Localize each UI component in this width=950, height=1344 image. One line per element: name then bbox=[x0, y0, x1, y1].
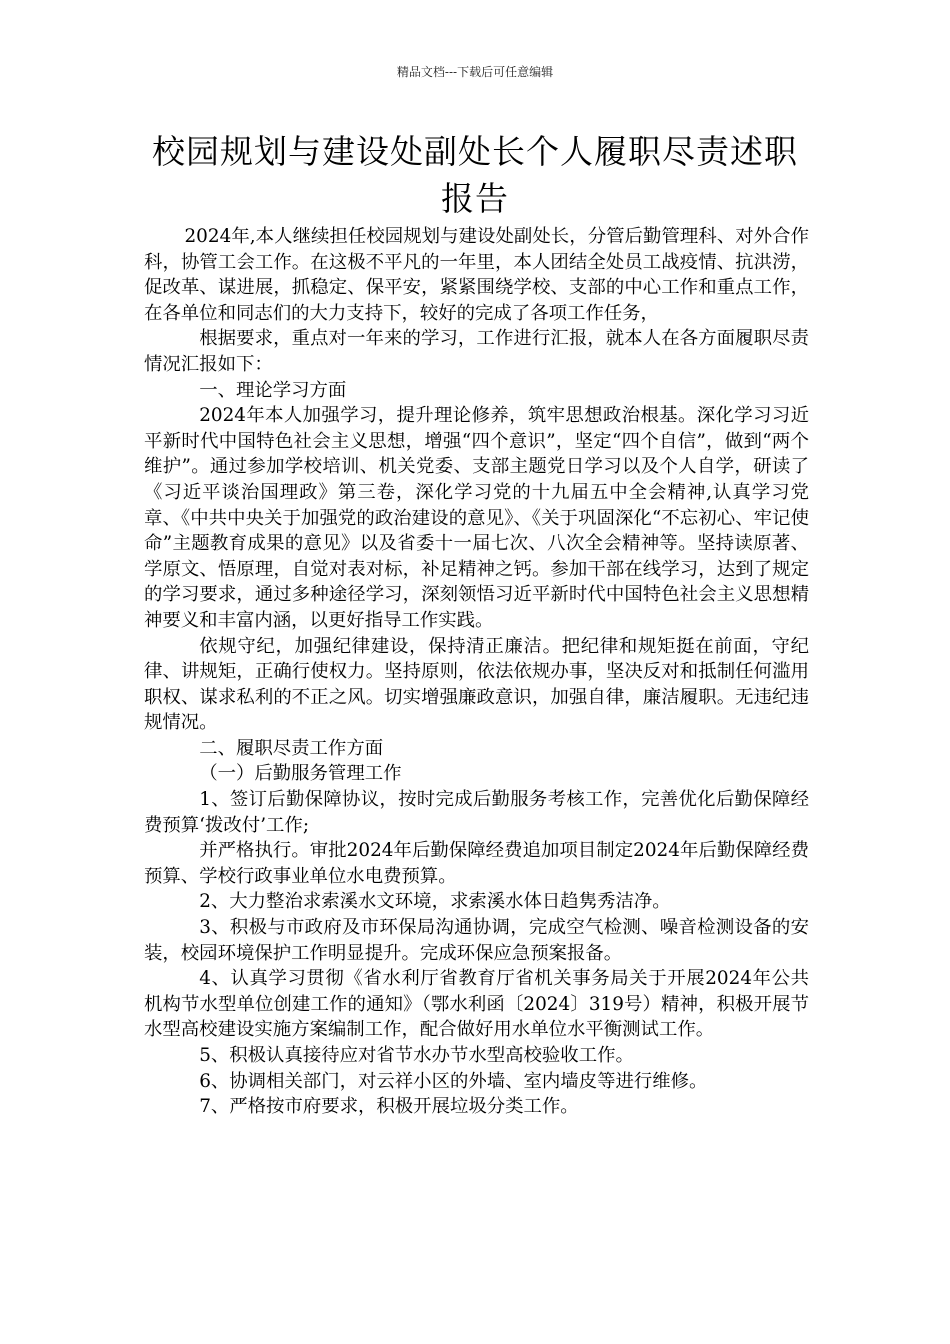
list-item-2: 2、大力整治求索溪水文环境，求索溪水体日趋隽秀洁净。 bbox=[199, 891, 671, 913]
list-item-6: 6、协调相关部门，对云祥小区的外墙、室内墙皮等进行维修。 bbox=[199, 1070, 708, 1092]
list-item-7: 7、严格按市府要求，积极开展垃圾分类工作。 bbox=[199, 1096, 579, 1118]
paragraph-report-basis: 根据要求，重点对一年来的学习，工作进行汇报，就本人在各方面履职尽责情况汇报如下： bbox=[144, 328, 809, 375]
page-header: 精品文档---下载后可任意编辑 bbox=[396, 65, 554, 79]
section-heading-theory-study: 一、理论学习方面 bbox=[199, 379, 347, 401]
paragraph-discipline: 依规守纪，加强纪律建设，保持清正廉洁。把纪律和规矩挺在前面，守纪律、讲规矩，正确行使权力。坚持原则，依法依规办事，坚决反对和抵制任何滥用职权、谋求私利的不正之风。切实增强廉政意识，加强自律，廉洁履职。无违纪违规情况。 bbox=[144, 635, 809, 734]
section-heading-duties: 二、履职尽责工作方面 bbox=[199, 737, 384, 759]
document-title: 校园规划与建设处副处长个人履职尽责述职报告 bbox=[152, 132, 798, 218]
list-item-3: 3、积极与市政府及市环保局沟通协调，完成空气检测、噪音检测设备的安装，校园环境保护工作明显提升。完成环保应急预案报备。 bbox=[144, 917, 809, 964]
list-item-4: 4、认真学习贯彻《省水利厅省教育厅省机关事务局关于开展2024年公共机构节水型单位创建工作的通知》（鄂水利函〔2024〕319号）精神，积极开展节水型高校建设实施方案编制工作，配合做好用水单位水平衡测试工作。 bbox=[144, 968, 809, 1041]
list-item-1: 1、签订后勤保障协议，按时完成后勤服务考核工作，完善优化后勤保障经费预算‘拨改付’工作; bbox=[144, 789, 809, 836]
list-item-5: 5、积极认真接待应对省节水办节水型高校验收工作。 bbox=[199, 1045, 634, 1066]
document-body bbox=[144, 224, 809, 1120]
subsection-heading-logistics: （一）后勤服务管理工作 bbox=[199, 763, 402, 785]
paragraph-theory-study: 2024年本人加强学习，提升理论修养，筑牢思想政治根基。深化学习习近平新时代中国特色社会主义思想，增强“四个意识”，坚定“四个自信”，做到“两个维护”。通过参加学校培训、机关党委、支部主题党日学习以及个人自学，研读了《习近平谈治国理政》第三卷，深化学习党的十九届五中全会精神,认真学习党章、《中共中央关于加强党的政治建设的意见》、《关于巩固深化“不忘初心、牢记使命”主题教育成果的意见》以及省委十一届七次、八次全会精神等。坚持读原著、学原文、悟原理，自觉对表对标，补足精神之钙。参加干部在线学习，达到了规定的学习要求，通过多种途径学习，深刻领悟习近平新时代中国特色社会主义思想精神要义和丰富内涵，以更好指导工作实践。 bbox=[144, 405, 809, 631]
paragraph-intro: 2024年,本人继续担任校园规划与建设处副处长，分管后勤管理科、对外合作科，协管工会工作。在这极不平凡的一年里，本人团结全处员工战疫情、抗洪涝，促改革、谋进展，抓稳定、保平安，紧紧围绕学校、支部的中心工作和重点工作，在各单位和同志们的大力支持下，较好的完成了各项工作任务， bbox=[144, 226, 809, 324]
list-item-1-continued: 并严格执行。审批2024年后勤保障经费追加项目制定2024年后勤保障经费预算、学校行政事业单位水电费预算。 bbox=[144, 840, 809, 887]
